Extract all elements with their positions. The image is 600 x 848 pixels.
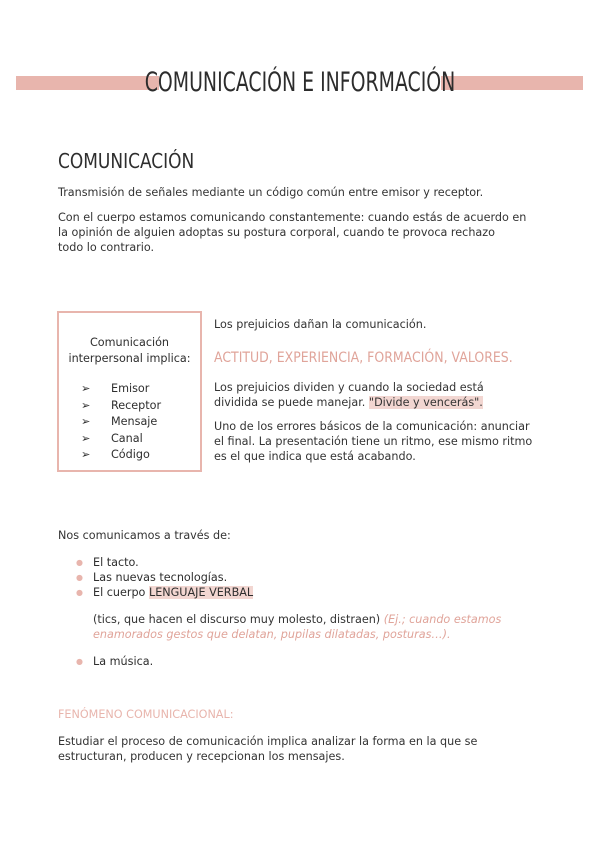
paragraph-line: todo lo contrario. xyxy=(58,241,155,254)
channels-intro: Nos comunicamos a través de: xyxy=(58,529,231,542)
arrow-bullet-icon: ➢ xyxy=(81,415,91,428)
list-item xyxy=(81,431,161,448)
list-item: ● La música. xyxy=(76,654,153,669)
box-list xyxy=(81,381,161,464)
channels-list-continued xyxy=(76,654,153,669)
list-item-label: Código xyxy=(111,448,150,461)
arrow-bullet-icon: ➢ xyxy=(81,431,91,445)
section-heading-comunicacion: COMUNICACIÓN xyxy=(58,150,195,174)
definition-paragraph: Transmisión de señales mediante un código común entre emisor y receptor. xyxy=(58,186,484,199)
list-item xyxy=(76,585,253,600)
divide-paragraph xyxy=(214,380,484,410)
list-item: ● Las nuevas tecnologías. xyxy=(76,570,253,585)
box-title-line: Comunicación xyxy=(89,336,170,349)
note-example: enamorados gestos que delatan, pupilas dilatadas, posturas…). xyxy=(93,628,451,641)
arrow-bullet-icon: ➢ xyxy=(81,398,91,412)
list-item-label: Canal xyxy=(111,431,143,445)
list-item-label: Receptor xyxy=(111,398,162,412)
paragraph-line: Estudiar el proceso de comunicación implica analizar la forma en la que se xyxy=(58,735,478,748)
arrow-bullet-icon: ➢ xyxy=(81,382,91,395)
paragraph-line: estructuran, producen y recepcionan los mensajes. xyxy=(58,750,345,763)
paragraph-line: Con el cuerpo estamos comunicando constantemente: cuando estás de acuerdo en xyxy=(58,211,527,224)
phenomenon-heading: FENÓMENO COMUNICACIONAL: xyxy=(58,708,234,721)
note-example: (Ej.; cuando estamos xyxy=(383,613,502,626)
list-item xyxy=(81,447,161,464)
errors-paragraph xyxy=(214,419,532,464)
list-item xyxy=(81,398,161,415)
list-item xyxy=(81,414,161,431)
note-text: (tics, que hacen el discurso muy molesto, distraen) xyxy=(93,613,384,626)
paragraph-line: es el que indica que está acabando. xyxy=(214,450,416,463)
paragraph-line xyxy=(214,395,484,410)
highlighted-quote: "Divide y vencerás". xyxy=(368,396,483,409)
body-note xyxy=(93,612,501,642)
highlighted-term: LENGUAJE VERBAL xyxy=(148,586,254,599)
page-title: COMUNICACIÓN E INFORMACIÓN xyxy=(144,67,456,97)
list-item-label: Emisor xyxy=(111,382,150,395)
list-item: ● El tacto. xyxy=(76,555,253,570)
prejuicios-paragraph: Los prejuicios dañan la comunicación. xyxy=(214,318,427,331)
channels-list xyxy=(76,555,253,600)
note-line xyxy=(93,612,501,627)
arrow-bullet-icon: ➢ xyxy=(81,448,91,461)
phenomenon-paragraph xyxy=(58,734,477,764)
body-paragraph xyxy=(58,210,526,255)
paragraph-line: Uno de los errores básicos de la comunicación: anunciar xyxy=(214,420,530,433)
list-item-label: Mensaje xyxy=(111,415,158,428)
paragraph-text: dividida se puede manejar. xyxy=(214,396,369,409)
box-title-line: interpersonal implica: xyxy=(68,352,191,365)
values-subheading: ACTITUD, EXPERIENCIA, FORMACIÓN, VALORES. xyxy=(214,348,513,366)
interpersonal-box xyxy=(57,311,202,472)
paragraph-line: la opinión de alguien adoptas su postura corporal, cuando te provoca rechazo xyxy=(58,226,495,239)
paragraph-line: el final. La presentación tiene un ritmo, ese mismo ritmo xyxy=(214,435,533,448)
box-title xyxy=(59,335,200,367)
list-item-label: El cuerpo xyxy=(93,586,149,599)
paragraph-line: Los prejuicios dividen y cuando la sociedad está xyxy=(214,381,484,394)
list-item xyxy=(81,381,161,398)
